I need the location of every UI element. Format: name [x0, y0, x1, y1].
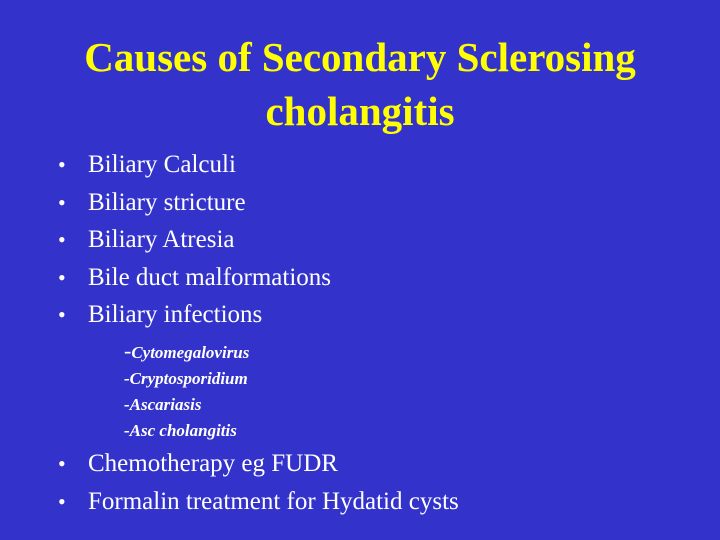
- list-item-text: Formalin treatment for Hydatid cysts: [88, 487, 459, 515]
- slide-title-line-1: Causes of Secondary Sclerosing: [84, 34, 636, 80]
- list-item-text: Biliary stricture: [88, 188, 246, 216]
- list-item-text: Chemotherapy eg FUDR: [88, 450, 338, 477]
- cause-list-continued: [58, 445, 459, 520]
- sub-list-item: [124, 421, 237, 441]
- sub-list-item: [124, 395, 201, 415]
- list-item: [58, 221, 331, 259]
- slide-title-line-2: cholangitis: [265, 88, 455, 134]
- list-item: [58, 296, 331, 334]
- sub-list-item-text: Cytomegalovirus: [131, 343, 250, 362]
- list-item: [58, 146, 331, 184]
- bullet-icon: •: [58, 264, 66, 290]
- sub-list-item-text: -Cryptosporidium: [124, 369, 248, 388]
- bullet-icon: •: [58, 227, 66, 252]
- list-item: [58, 445, 459, 483]
- slide-title: [0, 30, 720, 138]
- list-item-text: Biliary Calculi: [88, 151, 236, 178]
- dash-marker: -: [124, 338, 132, 363]
- sub-list-item-text: -Ascariasis: [124, 395, 202, 414]
- bullet-icon: •: [58, 451, 66, 476]
- sub-list-item-text: -Asc cholangitis: [124, 421, 237, 440]
- sub-list-item: [124, 369, 248, 389]
- bullet-icon: •: [58, 152, 66, 177]
- list-item-text: Biliary infections: [88, 301, 263, 328]
- sub-list-item: [124, 338, 249, 364]
- cause-list: [58, 146, 331, 334]
- bullet-icon: •: [58, 302, 66, 327]
- list-item-text: Biliary Atresia: [88, 226, 235, 253]
- bullet-icon: •: [58, 189, 66, 215]
- list-item: [58, 184, 331, 222]
- list-item: [58, 483, 459, 521]
- list-item: [58, 259, 331, 297]
- list-item-text: Bile duct malformations: [88, 263, 332, 291]
- bullet-icon: •: [58, 488, 66, 514]
